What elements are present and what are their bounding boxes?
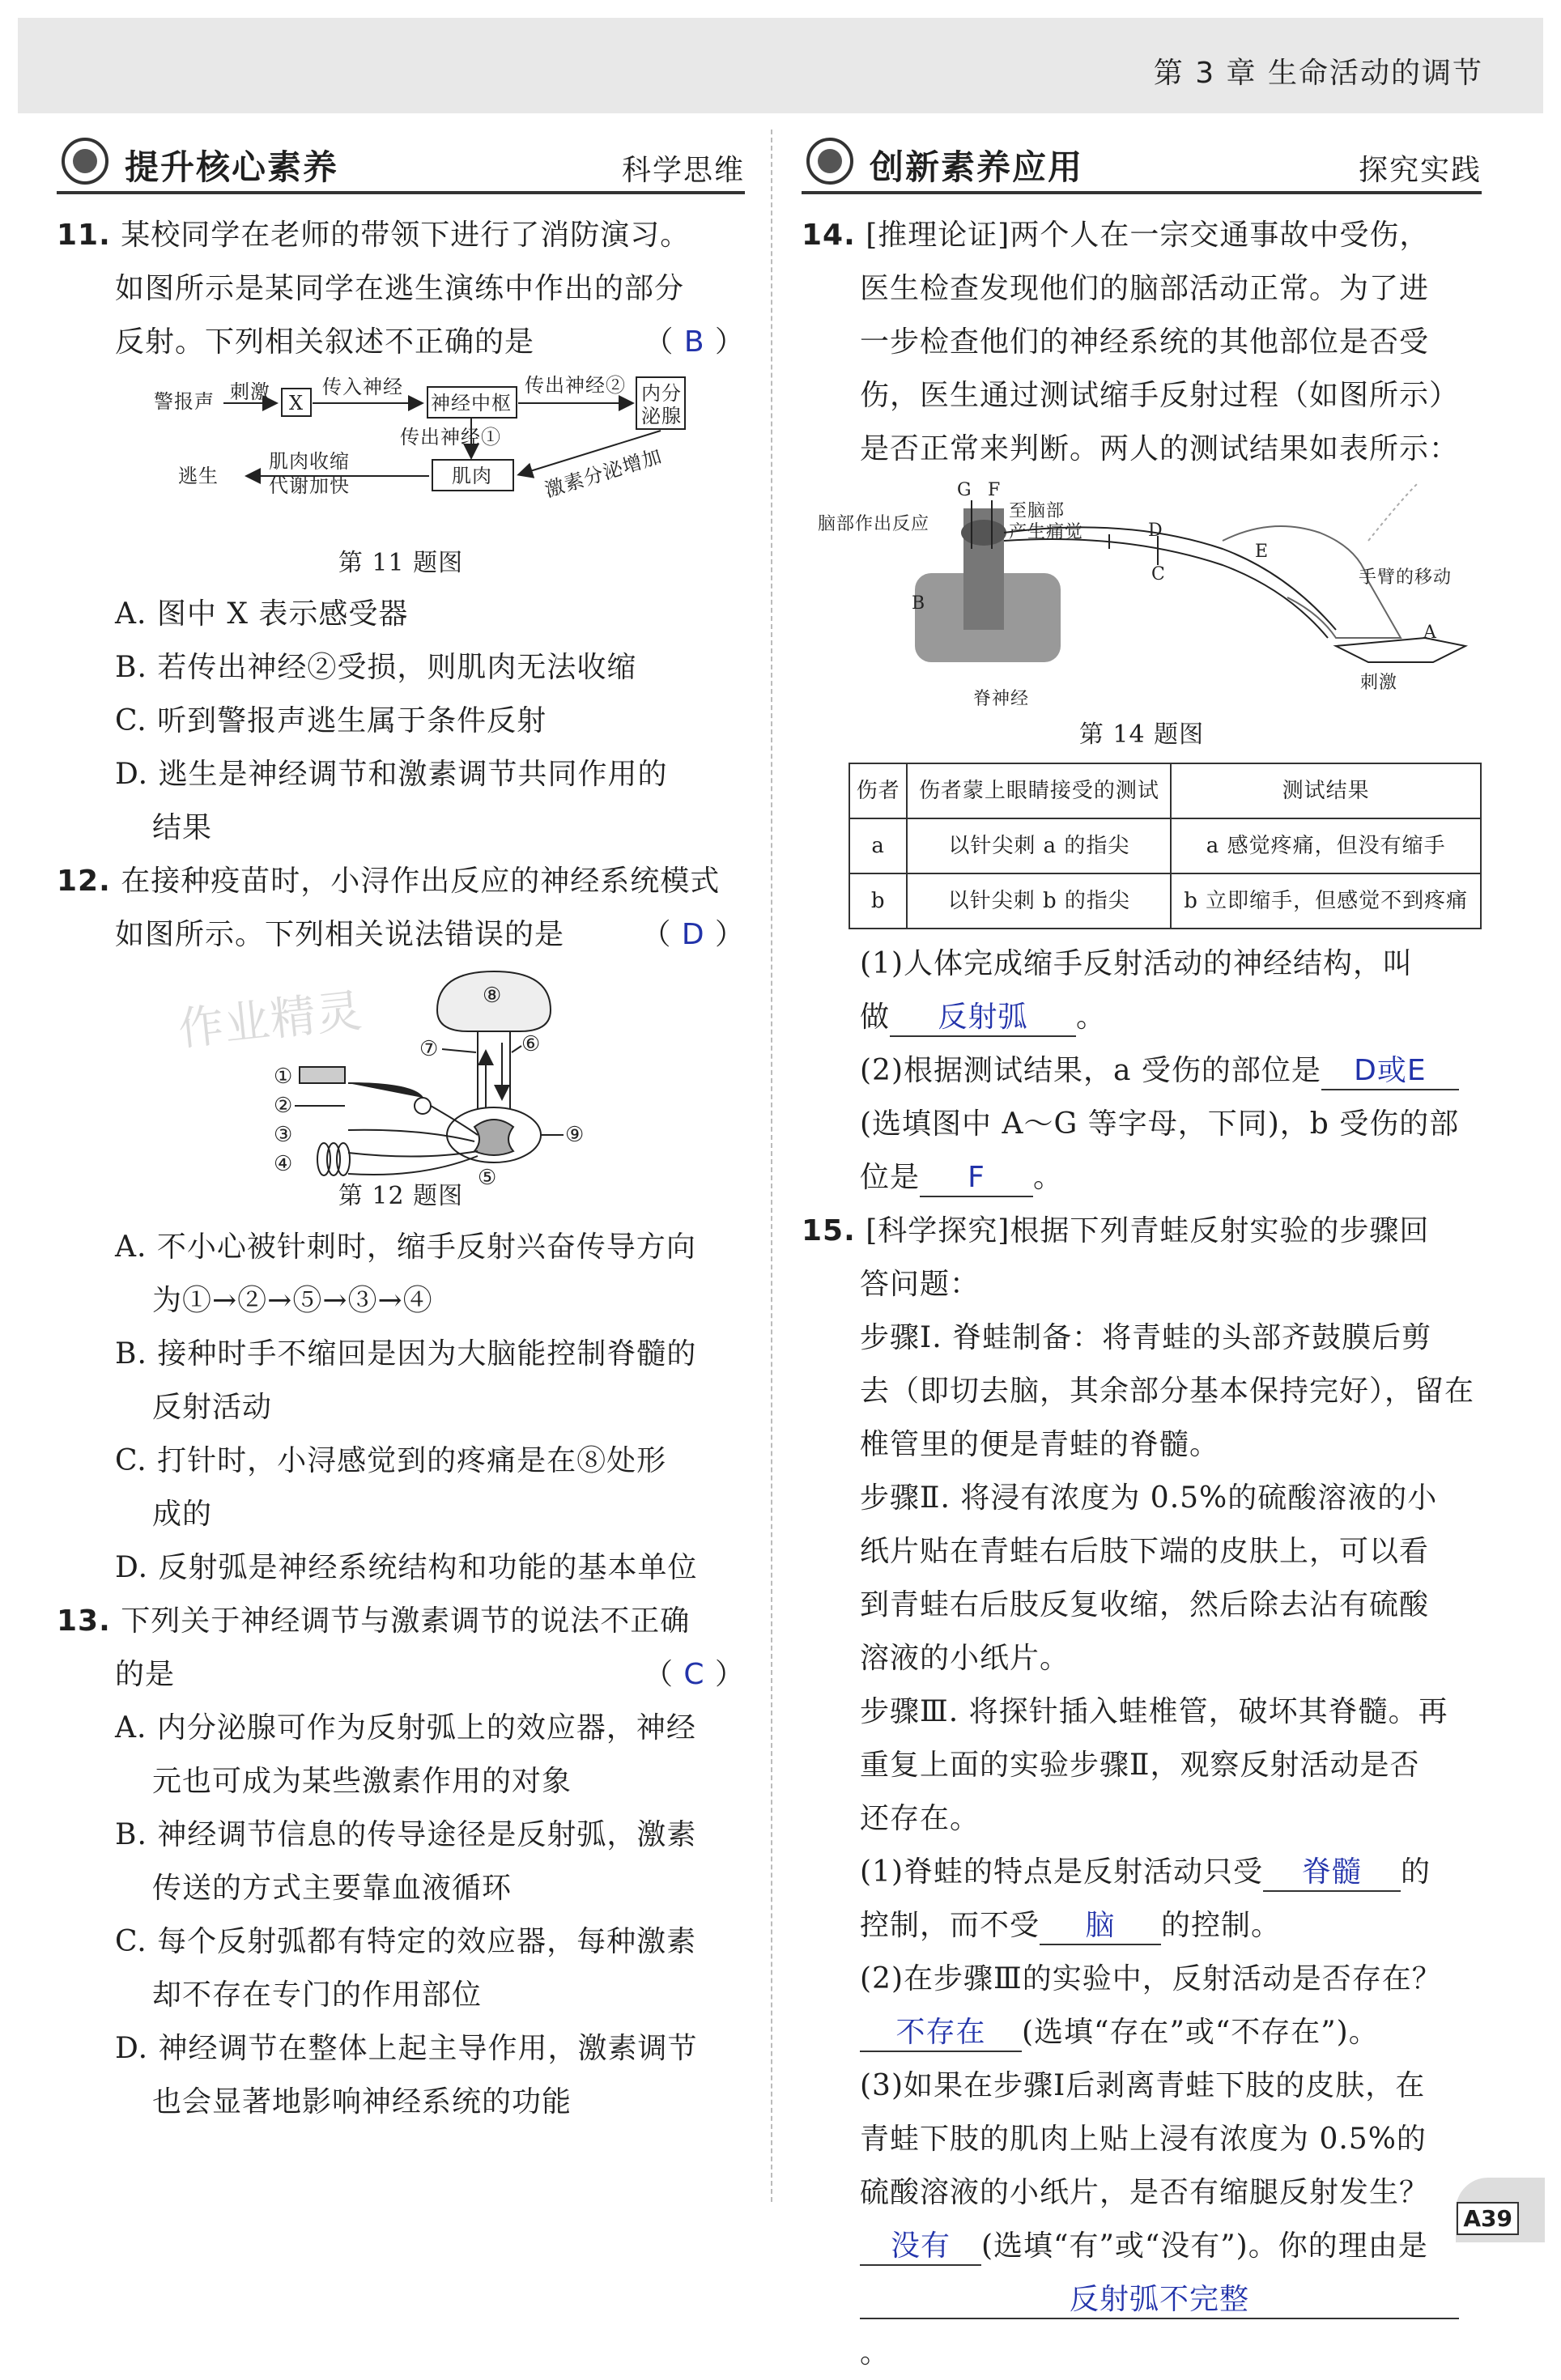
step-1: 去（即切去脑，其余部分基本保持完好），留在 (860, 1375, 1475, 1408)
table-cell: b 立即缩手，但感觉不到疼痛 (1171, 873, 1481, 929)
q15-part2-cont: 不存在 (选填“存在”或“不存在”)。 (802, 2006, 1482, 2059)
option-a: A. 不小心被针刺时，缩手反射兴奋传导方向 (115, 1230, 696, 1264)
q15-part3: 硫酸溶液的小纸片，是否有缩腿反射发生？ (860, 2176, 1430, 2209)
option-c-cont: 却不存在专门的作用部位 (152, 1978, 483, 2012)
label-5: ⑤ (478, 1166, 498, 1190)
label-d: D (1148, 521, 1163, 541)
question-text: 某校同学在老师的带领下进行了消防演习。 (121, 219, 691, 252)
label-center: 神经中枢 (431, 392, 512, 414)
label-alarm: 警报声 (154, 390, 215, 413)
question-text: 的是 (115, 1658, 176, 1691)
option-d-cont: 也会显著地影响神经系统的功能 (152, 2085, 572, 2119)
question-number: 15. (802, 1214, 856, 1247)
label-to-brain2: 产生痛觉 (1009, 522, 1084, 542)
option-b-cont: 传送的方式主要靠血液循环 (152, 1872, 513, 1905)
q15-part3-end: 反射弧不完整。 (802, 2273, 1482, 2380)
label-spinal-nerve: 脊神经 (973, 689, 1030, 709)
reflex-flow-diagram (57, 369, 745, 539)
question-text: 在接种疫苗时，小浔作出反应的神经系统模式 (121, 865, 721, 898)
left-column (57, 121, 745, 2129)
table-cell: a 感觉疼痛，但没有缩手 (1171, 818, 1481, 873)
chapter-header: 第 3 章 生命活动的调节 (1153, 57, 1483, 90)
label-gland1: 内分 (641, 382, 682, 405)
option-d: D. 逃生是神经调节和激素调节共同作用的 (115, 758, 668, 791)
option-b: B. 接种时手不缩回是因为大脑能控制脊髓的 (115, 1337, 697, 1371)
label-to-brain1: 至脑部 (1009, 501, 1065, 521)
label-arm-move: 手臂的移动 (1359, 567, 1453, 588)
option-d: D. 反射弧是神经系统结构和功能的基本单位 (115, 1551, 698, 1584)
question-text: [科学探究]根据下列青蛙反射实验的步骤回 (866, 1214, 1430, 1247)
answer-bracket: （ C ） (643, 1658, 745, 1691)
option-c: C. 打针时，小浔感觉到的疼痛是在⑧处形 (115, 1444, 667, 1477)
step-3: 还存在。 (860, 1802, 980, 1835)
table-cell: b (849, 873, 907, 929)
label-hormone: 激素分泌增加 (542, 444, 666, 502)
answer-blank: 反射弧 (890, 1000, 1076, 1037)
q15-part3-cont: 没有 (选填“有”或“没有”)。你的理由是 (802, 2220, 1482, 2273)
figure-caption: 第 14 题图 (1078, 720, 1205, 749)
answer-blank: 反射弧不完整 (860, 2282, 1459, 2319)
label-efferent1: 传出神经① (400, 426, 501, 448)
label-f: F (988, 480, 1002, 500)
label-contract1: 肌肉收缩 (269, 450, 350, 473)
label-x: X (289, 392, 304, 414)
table-row (849, 818, 1481, 873)
question-14 (802, 209, 1482, 1205)
label-efferent2: 传出神经② (525, 374, 626, 397)
section-bullet-icon (806, 138, 853, 185)
label-7: ⑦ (419, 1037, 440, 1061)
table-cell: 以针尖刺 a 的指尖 (907, 818, 1171, 873)
label-escape: 逃生 (178, 465, 219, 487)
q15-part3: (3)如果在步骤Ⅰ后剥离青蛙下肢的皮肤，在 (860, 2069, 1426, 2102)
step-2: 纸片贴在青蛙右后肢下端的皮肤上，可以看 (860, 1535, 1430, 1568)
label-1: ① (274, 1065, 294, 1089)
question-text: 伤，医生通过测试缩手反射过程（如图所示） (860, 379, 1460, 412)
table-cell: 以针尖刺 b 的指尖 (907, 873, 1171, 929)
figure-11 (57, 369, 745, 539)
table-header-row (849, 763, 1481, 818)
label-c: C (1151, 564, 1166, 584)
figure-12 (57, 962, 745, 1190)
page-number: A39 (1457, 2202, 1519, 2235)
step-2: 步骤Ⅱ. 将浸有浓度为 0.5%的硫酸溶液的小 (860, 1481, 1438, 1515)
answer-blank: D或E (1321, 1053, 1459, 1090)
watermark: 作业精灵 (176, 984, 365, 1056)
option-c: C. 听到警报声逃生属于条件反射 (115, 704, 547, 737)
nervous-system-diagram (57, 962, 745, 1176)
section-header-left (57, 121, 745, 194)
label-afferent: 传入神经 (322, 376, 403, 398)
figure-caption: 第 11 题图 (338, 549, 464, 577)
label-3: ③ (274, 1123, 294, 1147)
option-b: B. 若传出神经②受损，则肌肉无法收缩 (115, 651, 637, 684)
table-header: 伤者 (849, 763, 907, 818)
q14-part1: (1)人体完成缩手反射活动的神经结构，叫 (860, 947, 1413, 980)
step-3: 步骤Ⅲ. 将探针插入蛙椎管，破坏其脊髓。再 (860, 1695, 1448, 1728)
q14-part2-cont: (选填图中 A～G 等字母，下同)，b 受伤的部 (860, 1107, 1460, 1141)
q15-part1: (1)脊蛙的特点是反射活动只受 脊髓 的 (802, 1846, 1482, 1899)
answer-blank: 脊髓 (1263, 1855, 1401, 1892)
q15-part3: 青蛙下肢的肌肉上贴上浸有浓度为 0.5%的 (860, 2123, 1427, 2156)
section-title: 创新素养应用 (870, 147, 1084, 187)
label-b: B (912, 593, 926, 614)
step-2: 到青蛙右后肢反复收缩，然后除去沾有硫酸 (860, 1588, 1430, 1621)
option-a-cont: 为①→②→⑤→③→④ (152, 1284, 433, 1317)
question-13 (57, 1595, 745, 2129)
label-stimulus: 刺激 (230, 380, 270, 403)
table-header: 测试结果 (1171, 763, 1481, 818)
column-divider (771, 130, 772, 2202)
label-2: ② (274, 1094, 294, 1118)
answer-blank: F (920, 1160, 1033, 1197)
label-stimulus: 刺激 (1360, 673, 1398, 693)
reflex-arc-illustration (802, 476, 1482, 711)
q15-part2: (2)在步骤Ⅲ的实验中，反射活动是否存在？ (860, 1962, 1442, 1995)
section-subtitle: 探究实践 (1358, 154, 1482, 187)
label-a: A (1423, 623, 1437, 643)
label-muscle: 肌肉 (452, 465, 492, 487)
table-cell: a (849, 818, 907, 873)
question-11 (57, 209, 745, 855)
section-header-right (802, 121, 1482, 194)
question-text: 反射。下列相关叙述不正确的是 (115, 325, 535, 359)
question-text: [推理论证]两个人在一宗交通事故中受伤， (866, 219, 1430, 252)
question-15 (802, 1205, 1482, 2380)
question-number: 13. (57, 1604, 111, 1638)
results-table (849, 763, 1482, 929)
question-number: 12. (57, 865, 111, 898)
step-3: 重复上面的实验步骤Ⅱ，观察反射活动是否 (860, 1749, 1420, 1782)
right-column (802, 121, 1482, 2380)
option-a: A. 图中 X 表示感受器 (115, 597, 409, 631)
q14-part1-cont: 做 反射弧 。 (802, 991, 1482, 1044)
question-text: 下列关于神经调节与激素调节的说法不正确 (121, 1604, 691, 1638)
step-1: 椎管里的便是青蛙的脊髓。 (860, 1428, 1220, 1461)
option-d: D. 神经调节在整体上起主导作用，激素调节 (115, 2032, 698, 2065)
label-contract2: 代谢加快 (269, 474, 350, 497)
label-g: G (957, 480, 972, 500)
table-row (849, 873, 1481, 929)
answer-blank: 不存在 (860, 2015, 1022, 2052)
table-header: 伤者蒙上眼睛接受的测试 (907, 763, 1171, 818)
question-text: 医生检查发现他们的脑部活动正常。为了进 (860, 272, 1430, 305)
label-9: ⑨ (565, 1123, 585, 1147)
answer: D (681, 918, 705, 951)
section-bullet-icon (62, 138, 108, 185)
question-number: 11. (57, 219, 111, 252)
label-8: ⑧ (483, 984, 503, 1008)
step-2: 溶液的小纸片。 (860, 1642, 1070, 1675)
label-brain-react: 脑部作出反应 (818, 514, 930, 534)
question-text: 是否正常来判断。两人的测试结果如表所示： (860, 432, 1460, 465)
q15-part1-cont: 控制，而不受 脑 的控制。 (802, 1899, 1482, 1953)
answer: C (683, 1658, 705, 1691)
figure-14 (802, 476, 1482, 711)
answer-blank: 没有 (860, 2229, 981, 2266)
option-a-cont: 元也可成为某些激素作用的对象 (152, 1765, 572, 1798)
answer-bracket: （ D ） (641, 918, 745, 951)
label-e: E (1255, 542, 1270, 562)
option-c-cont: 成的 (152, 1498, 213, 1531)
section-subtitle: 科学思维 (621, 154, 745, 187)
option-a: A. 内分泌腺可作为反射弧上的效应器，神经 (115, 1711, 696, 1745)
answer-bracket: （ B ） (644, 325, 745, 359)
q14-part2: (2)根据测试结果，a 受伤的部位是 D或E (802, 1044, 1482, 1098)
option-c: C. 每个反射弧都有特定的效应器，每种激素 (115, 1925, 697, 1958)
answer: B (683, 325, 705, 359)
label-6: ⑥ (521, 1032, 542, 1056)
question-text: 答问题： (860, 1268, 980, 1301)
question-number: 14. (802, 219, 856, 252)
figure-caption: 第 12 题图 (338, 1182, 464, 1210)
question-text: 一步检查他们的神经系统的其他部位是否受 (860, 325, 1430, 359)
question-text: 如图所示。下列相关说法错误的是 (115, 918, 565, 951)
label-4: ④ (274, 1152, 294, 1176)
section-title: 提升核心素养 (125, 147, 339, 187)
q14-part2-end: 位是 F 。 (802, 1151, 1482, 1205)
step-1: 步骤Ⅰ. 脊蛙制备：将青蛙的头部齐鼓膜后剪 (860, 1321, 1432, 1354)
option-b-cont: 反射活动 (152, 1391, 273, 1424)
option-d-cont: 结果 (152, 811, 213, 844)
answer-blank: 脑 (1040, 1908, 1161, 1945)
question-12 (57, 855, 745, 1595)
option-b: B. 神经调节信息的传导途径是反射弧，激素 (115, 1818, 697, 1851)
question-text: 如图所示是某同学在逃生演练中作出的部分 (115, 272, 685, 305)
label-gland2: 泌腺 (641, 405, 682, 427)
